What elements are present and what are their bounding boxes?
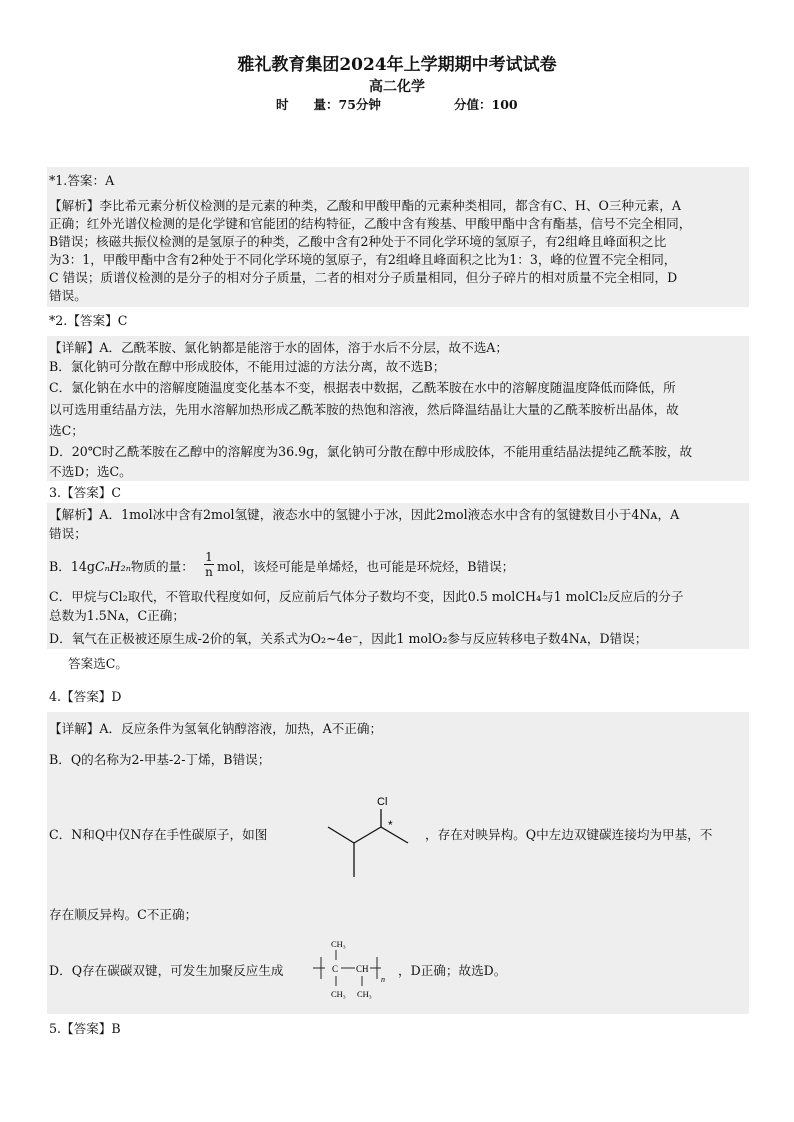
q4-line: B．Q的名称为2-甲基-2-丁烯，B错误；	[49, 752, 271, 767]
q1-line: C 错误；质谱仪检测的是分子的相对分子质量，二者的相对分子质量相同，但分子碎片的相对质量不完全相同，D	[49, 270, 678, 285]
q4-line: ，存在对映异构。Q中左边双键碳连接均为甲基，不	[425, 827, 713, 842]
q4-answer: 4.【答案】D	[49, 689, 122, 704]
n-subscript-label: n	[381, 975, 385, 984]
ch3-bottom-right-label: CH₃	[357, 989, 372, 999]
q1-line: 为3：1，甲酸甲酯中含有2种处于不同化学环境的氢原子，有2组峰且峰面积之比为1：3，峰的位置不完全相同，	[49, 252, 677, 267]
exam-score: 分值：100	[454, 97, 518, 112]
q3-line: D．氧气在正极被还原生成-2价的氧，关系式为O₂~4e⁻，因此1 molO₂参与反应转移电子数4Nᴀ，D错误；	[49, 631, 648, 646]
q1-line: 【解析】李比希元素分析仪检测的是元素的种类，乙酸和甲酸甲酯的元素种类相同，都含有C、H、O三种元素，A	[49, 198, 681, 213]
exam-subject: 高二化学	[369, 79, 425, 95]
chiral-star-label: *	[388, 818, 393, 832]
q3-band	[47, 503, 749, 649]
ch-label: CH	[356, 964, 369, 974]
carbon-label: C	[332, 964, 339, 974]
q4-line: D．Q存在碳碳双键，可发生加聚反应生成	[49, 963, 284, 978]
q3-line: 【解析】A．1mol冰中含有2mol氢键，液态水中的氢键小于冰，因此2mol液态水中含有的氢键数目小于4Nᴀ，A	[49, 507, 680, 522]
q3-line: C．甲烷与Cl₂取代，不管取代程度如何，反应前后气体分子数均不变，因此0.5 molCH₄与1 molCl₂反应后的分子	[49, 589, 684, 604]
q3-answer: 3.【答案】C	[49, 485, 122, 500]
q2-line: 选C；	[49, 423, 84, 438]
exam-time: 时 量：75分钟	[276, 97, 381, 112]
q2-line: 以可选用重结晶方法，先用水溶解加热形成乙酰苯胺的热饱和溶液，然后降温结晶让大量的乙酰苯胺析出晶体，故	[49, 402, 679, 417]
q3-frac-den: n	[205, 565, 213, 579]
q4-line: 存在顺反异构。C不正确；	[49, 907, 198, 922]
q3-b-suffix: mol，该烃可能是单烯烃，也可能是环烷烃，B错误；	[217, 559, 515, 574]
q3-b-mid: 物质的量：	[130, 559, 194, 574]
q2-line: 【详解】A．乙酰苯胺、氯化钠都是能溶于水的固体，溶于水后不分层，故不选A；	[49, 340, 508, 355]
q3-fraction	[204, 550, 214, 579]
q3-line-b	[49, 558, 194, 576]
q4-line: C．N和Q中仅N存在手性碳原子，如图	[49, 827, 268, 842]
polymer-structure-figure	[311, 936, 393, 1004]
q3-line: 错误；	[49, 526, 87, 541]
q5-answer: 5.【答案】B	[49, 1021, 121, 1036]
q2-line: D．20℃时乙酰苯胺在乙醇中的溶解度为36.9g，氯化钠可分散在醇中形成胶体，不能用重结晶法提纯乙酰苯胺，故	[49, 444, 693, 459]
exam-title: 雅礼教育集团2024年上学期期中考试试卷	[237, 55, 557, 75]
q2-line: B．氯化钠可分散在醇中形成胶体，不能用过滤的方法分离，故不选B；	[49, 359, 446, 374]
q2-line: C．氯化钠在水中的溶解度随温度变化基本不变，根据表中数据，乙酰苯胺在水中的溶解度随温度降低而降低，所	[49, 380, 676, 395]
q3-frac-num: 1	[205, 550, 213, 564]
q1-line: B错误；核磁共振仪检测的是氢原子的种类，乙酸中含有2种处于不同化学环境的氢原子，有2组峰且峰面积之比	[49, 234, 667, 249]
q3-b-prefix: B．14g	[49, 559, 95, 574]
q2-line: 不选D；选C。	[49, 464, 132, 479]
q3-line: 总数为1.5Nᴀ，C正确；	[49, 608, 185, 623]
q2-answer: *2.【答案】C	[49, 313, 128, 328]
q1-line: 错误。	[49, 288, 87, 303]
q1-answer: *1.答案：A	[49, 173, 115, 188]
q3-line: 答案选C。	[68, 656, 129, 671]
q3-b-formula: CₙH₂ₙ	[94, 559, 131, 574]
q4-line: 【详解】A．反应条件为氢氧化钠醇溶液，加热，A不正确；	[49, 721, 383, 736]
chlorine-label: Cl	[377, 796, 388, 808]
chiral-carbon-structure-figure	[318, 785, 418, 887]
ch3-bottom-left-label: CH₃	[331, 989, 346, 999]
q1-line: 正确；红外光谱仪检测的是化学键和官能团的结构特征，乙酸中含有羧基、甲酸甲酯中含有酯基，信号不完全相同，	[49, 216, 692, 231]
ch3-top-label: CH₃	[331, 939, 346, 949]
q4-line: ，D正确；故选D。	[398, 963, 507, 978]
